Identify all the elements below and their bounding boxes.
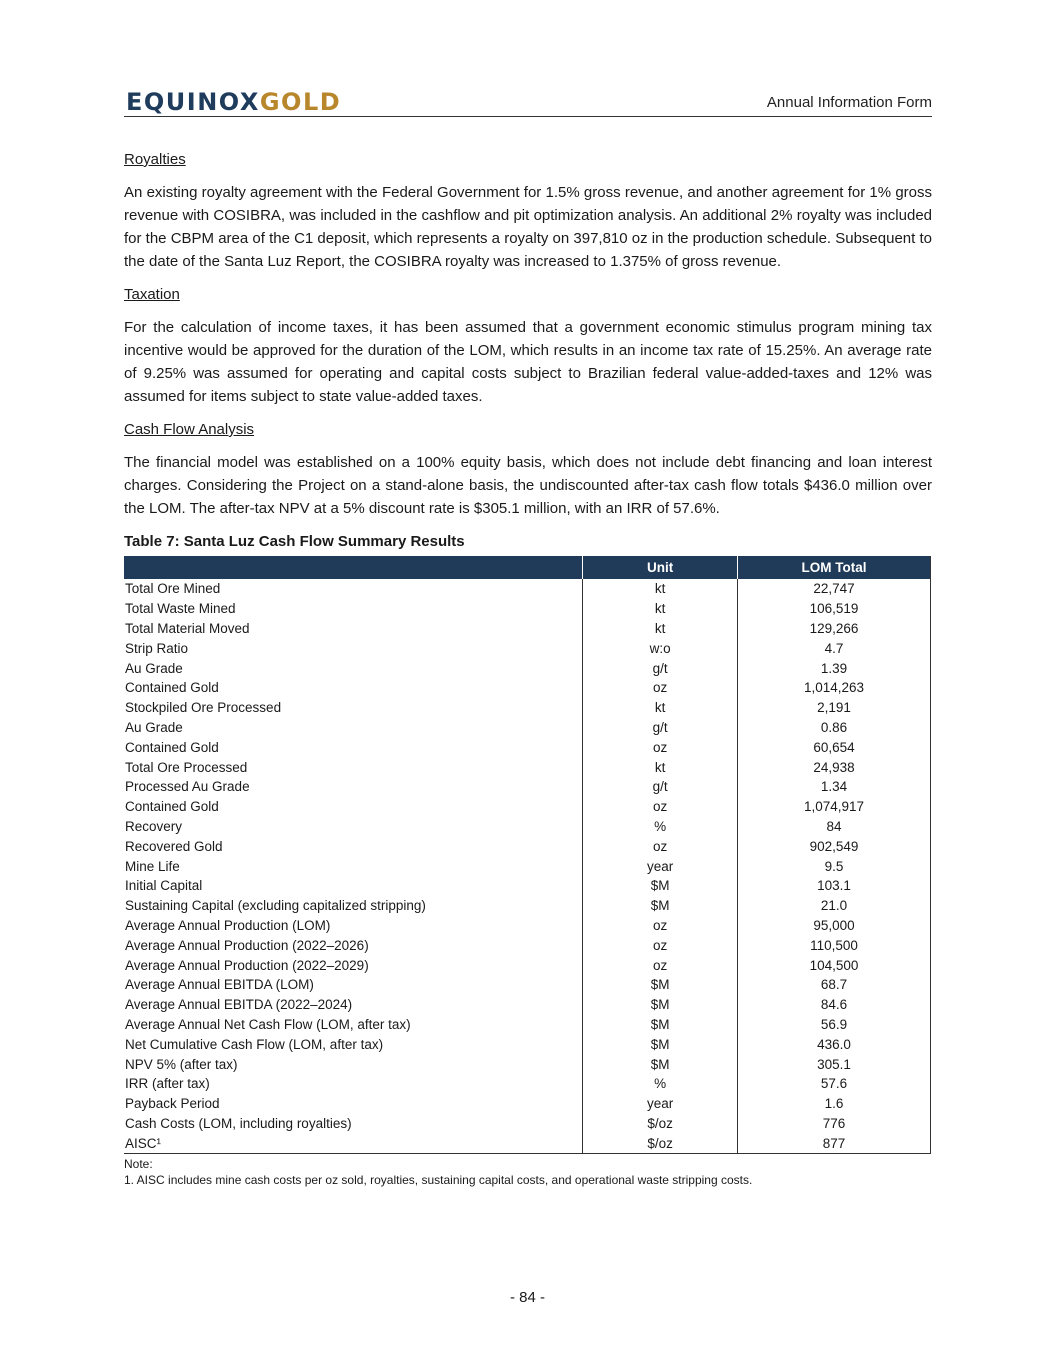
row-value: 84: [738, 817, 931, 837]
row-value: 776: [738, 1114, 931, 1134]
row-value: 106,519: [738, 599, 931, 619]
table-row: [124, 1015, 931, 1035]
table-row: [124, 619, 931, 639]
table-row: [124, 896, 931, 916]
row-value: 84.6: [738, 995, 931, 1015]
row-label: Initial Capital: [125, 878, 203, 894]
note-text: 1. AISC includes mine cash costs per oz sold, royalties, sustaining capital costs, and operational waste stripping costs.: [124, 1173, 753, 1188]
row-unit: oz: [583, 955, 738, 975]
row-label: Contained Gold: [125, 680, 219, 696]
row-value: 103.1: [738, 876, 931, 896]
table-row: [124, 718, 931, 738]
table-row: [124, 817, 931, 837]
row-unit: oz: [583, 836, 738, 856]
row-label: Mine Life: [125, 858, 180, 874]
row-label: Cash Costs (LOM, including royalties): [125, 1115, 352, 1131]
row-unit: $M: [583, 1054, 738, 1074]
row-unit: $M: [583, 1015, 738, 1035]
table-row: [124, 658, 931, 678]
row-label: Processed Au Grade: [125, 779, 250, 795]
row-label: Average Annual Production (2022–2029): [125, 957, 369, 973]
row-value: 56.9: [738, 1015, 931, 1035]
note-label: Note:: [124, 1157, 153, 1172]
row-unit: kt: [583, 619, 738, 639]
table-header-row: [124, 556, 931, 579]
table-row: [124, 599, 931, 619]
royalties-paragraph: An existing royalty agreement with the Federal Government for 1.5% gross revenue, and another agreement for 1% gross revenue with COSIBRA, was included in the cashflow and pit optimization analysis. An additional 2% royalty was included for the CBPM area of the C1 deposit, which represents a royalty on 397,810 oz in the production schedule. Subsequent to the date of the Santa Luz Report, the COSIBRA royalty was increased to 1.375% of gross revenue.: [124, 184, 932, 270]
row-unit: year: [583, 1094, 738, 1114]
row-value: 60,654: [738, 737, 931, 757]
row-unit: g/t: [583, 777, 738, 797]
row-unit: $M: [583, 876, 738, 896]
row-value: 57.6: [738, 1074, 931, 1094]
row-unit: $M: [583, 995, 738, 1015]
taxation-paragraph: For the calculation of income taxes, it has been assumed that a government economic stimulus program mining tax incentive would be approved for the duration of the LOM, which results in an income tax rate of 15.25%. An average rate of 9.25% was assumed for operating and capital costs subject to Brazilian federal value-added-taxes and 12% was assumed for items subject to state value-added taxes.: [124, 319, 932, 405]
row-value: 129,266: [738, 619, 931, 639]
row-label: Total Ore Processed: [125, 759, 248, 775]
table-note: [124, 1156, 932, 1188]
row-unit: oz: [583, 797, 738, 817]
row-unit: year: [583, 856, 738, 876]
table-row: [124, 737, 931, 757]
taxation-heading: Taxation: [124, 286, 180, 303]
row-label: Total Material Moved: [125, 620, 250, 636]
row-unit: %: [583, 817, 738, 837]
table-row: [124, 876, 931, 896]
row-label: Stockpiled Ore Processed: [125, 700, 282, 716]
table-row: [124, 638, 931, 658]
table-row: [124, 955, 931, 975]
row-value: 95,000: [738, 916, 931, 936]
row-value: 1,014,263: [738, 678, 931, 698]
table-row: [124, 757, 931, 777]
cash-flow-summary-table: [124, 556, 931, 1154]
row-unit: oz: [583, 678, 738, 698]
table-row: [124, 1133, 931, 1153]
table-row: [124, 678, 931, 698]
row-unit: oz: [583, 935, 738, 955]
row-label: AISC¹: [124, 1133, 583, 1153]
row-unit: %: [583, 1074, 738, 1094]
row-value: 1.39: [738, 658, 931, 678]
row-unit: g/t: [583, 658, 738, 678]
row-unit: g/t: [583, 718, 738, 738]
row-label: Au Grade: [125, 719, 183, 735]
row-value: 1.6: [738, 1094, 931, 1114]
row-label: Strip Ratio: [125, 640, 189, 656]
row-unit: w:o: [583, 638, 738, 658]
row-value: 305.1: [738, 1054, 931, 1074]
row-value: 68.7: [738, 975, 931, 995]
table-row: [124, 777, 931, 797]
row-label: IRR (after tax): [125, 1076, 210, 1092]
row-value: 902,549: [738, 836, 931, 856]
table-row: [124, 1074, 931, 1094]
equinox-gold-logo: EQUINOXGOLD: [126, 88, 342, 116]
table-row: [124, 856, 931, 876]
row-unit: kt: [583, 579, 738, 599]
row-label: Total Waste Mined: [125, 601, 236, 617]
row-label: Average Annual EBITDA (2022–2024): [125, 997, 353, 1013]
table-row: [124, 916, 931, 936]
table-row: [124, 1094, 931, 1114]
table-row: [124, 1114, 931, 1134]
row-label: Au Grade: [125, 660, 183, 676]
table-caption: Table 7: Santa Luz Cash Flow Summary Results: [124, 533, 465, 550]
row-unit: kt: [583, 599, 738, 619]
row-value: 1.34: [738, 777, 931, 797]
row-value: 21.0: [738, 896, 931, 916]
row-value: 22,747: [738, 579, 931, 599]
table-row: [124, 975, 931, 995]
header-lom-total: LOM Total: [738, 556, 931, 579]
row-value: 0.86: [738, 718, 931, 738]
row-value: 1,074,917: [738, 797, 931, 817]
page-number: - 84 -: [509, 1289, 545, 1306]
row-label: Recovered Gold: [125, 838, 223, 854]
row-label: NPV 5% (after tax): [125, 1056, 238, 1072]
row-label: Average Annual Net Cash Flow (LOM, after tax): [125, 1016, 411, 1032]
row-value: 9.5: [738, 856, 931, 876]
table-row: [124, 698, 931, 718]
row-unit: $M: [583, 1034, 738, 1054]
row-value: 877: [738, 1133, 931, 1153]
row-unit: $/oz: [583, 1133, 738, 1153]
table-row: [124, 935, 931, 955]
row-value: 24,938: [738, 757, 931, 777]
row-unit: kt: [583, 757, 738, 777]
row-unit: oz: [583, 737, 738, 757]
row-label: Average Annual Production (LOM): [125, 917, 331, 933]
row-unit: $M: [583, 975, 738, 995]
page-content: [124, 148, 932, 1188]
table-row: [124, 836, 931, 856]
header-item: [124, 556, 583, 579]
row-label: Recovery: [125, 818, 183, 834]
table-row: [124, 797, 931, 817]
row-label: Contained Gold: [125, 739, 219, 755]
royalties-heading: Royalties: [124, 151, 186, 168]
row-unit: $M: [583, 896, 738, 916]
row-label: Sustaining Capital (excluding capitalized stripping): [125, 898, 426, 914]
table-row: [124, 1054, 931, 1074]
row-label: Average Annual Production (2022–2026): [125, 937, 369, 953]
row-label: Payback Period: [125, 1096, 220, 1112]
row-value: 4.7: [738, 638, 931, 658]
row-unit: oz: [583, 916, 738, 936]
row-unit: kt: [583, 698, 738, 718]
row-unit: $/oz: [583, 1114, 738, 1134]
row-value: 2,191: [738, 698, 931, 718]
page-header: [124, 88, 932, 117]
cash-flow-heading: Cash Flow Analysis: [124, 421, 255, 438]
row-label: Contained Gold: [125, 799, 219, 815]
row-label: Total Ore Mined: [125, 581, 221, 597]
row-value: 104,500: [738, 955, 931, 975]
header-unit: Unit: [583, 556, 738, 579]
row-label: Net Cumulative Cash Flow (LOM, after tax): [125, 1036, 384, 1052]
table-row: [124, 579, 931, 599]
row-label: Average Annual EBITDA (LOM): [125, 977, 314, 993]
row-value: 110,500: [738, 935, 931, 955]
cash-flow-paragraph: The financial model was established on a 100% equity basis, which does not include debt financing and loan interest charges. Considering the Project on a stand-alone basis, the undiscounted after-tax cash flow totals $436.0 million over the LOM. The after-tax NPV at a 5% discount rate is $305.1 million, with an IRR of 57.6%.: [124, 454, 932, 517]
table-row: [124, 1034, 931, 1054]
table-row: [124, 995, 931, 1015]
row-value: 436.0: [738, 1034, 931, 1054]
document-type: Annual Information Form: [766, 94, 932, 111]
